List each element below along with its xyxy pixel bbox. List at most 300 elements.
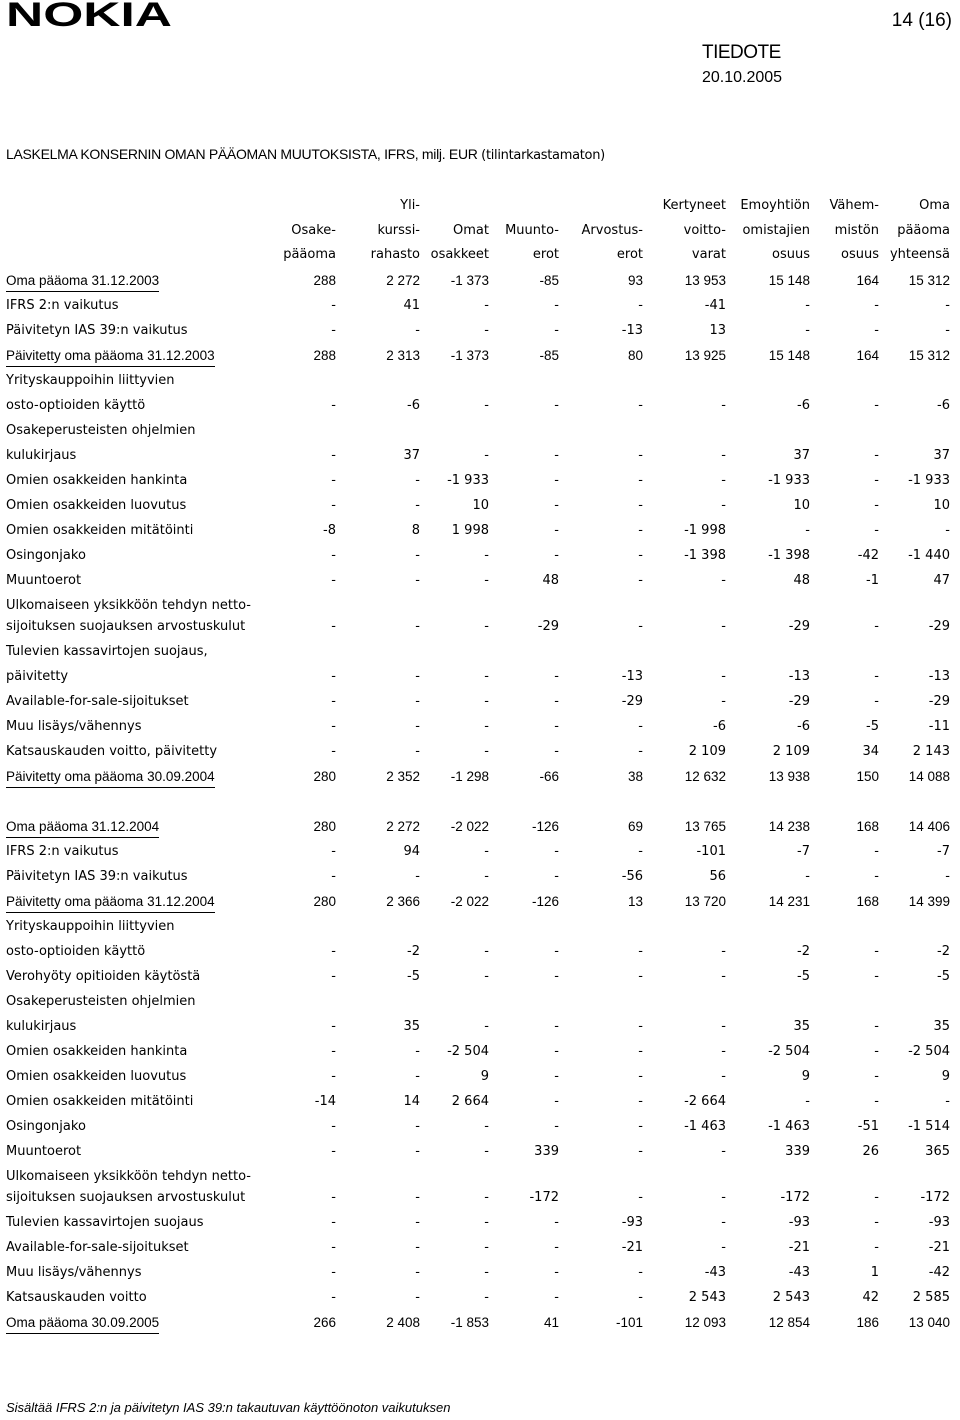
cell-value: 2 109 bbox=[772, 744, 810, 759]
column-header-line: Muunto- bbox=[505, 222, 559, 238]
table-row bbox=[6, 1235, 950, 1260]
row-label: Muuntoerot bbox=[6, 1144, 82, 1159]
row-label: Omien osakkeiden hankinta bbox=[6, 473, 188, 488]
cell-value: - bbox=[484, 1290, 489, 1305]
cell-value: -13 bbox=[928, 669, 950, 684]
title-main: LASKELMA KONSERNIN OMAN PÄÄOMAN MUUTOKSISTA, IFRS, milj. EUR bbox=[6, 146, 478, 162]
cell-value: - bbox=[638, 1290, 643, 1305]
cell-value: 14 bbox=[403, 1094, 420, 1109]
cell-value: 1 998 bbox=[451, 523, 489, 538]
cell-value: - bbox=[484, 1240, 489, 1255]
column-header-line: Arvostus- bbox=[581, 222, 643, 238]
table-row bbox=[6, 989, 950, 1014]
cell-value: 56 bbox=[709, 869, 726, 884]
cell-value: -13 bbox=[621, 323, 643, 338]
cell-value: - bbox=[874, 1215, 879, 1230]
cell-value: - bbox=[331, 1044, 336, 1059]
cell-value: - bbox=[638, 573, 643, 588]
cell-value: - bbox=[415, 1119, 420, 1134]
table-row bbox=[6, 1039, 950, 1064]
cell-value: - bbox=[554, 298, 559, 313]
cell-value: -2 022 bbox=[450, 894, 489, 909]
cell-value: 15 148 bbox=[768, 348, 810, 363]
cell-value: -1 514 bbox=[908, 1119, 950, 1134]
table-row bbox=[6, 939, 950, 964]
cell-value: - bbox=[945, 523, 950, 538]
column-header-line: voitto- bbox=[683, 222, 726, 238]
cell-value: - bbox=[331, 1019, 336, 1034]
row-label: Omien osakkeiden luovutus bbox=[6, 1069, 187, 1084]
cell-value: -2 bbox=[937, 944, 950, 959]
cell-value: - bbox=[874, 944, 879, 959]
cell-value: -1 398 bbox=[768, 548, 810, 563]
cell-value: - bbox=[721, 1144, 726, 1159]
cell-value: - bbox=[721, 573, 726, 588]
row-label: Päivitetty oma pääoma 31.12.2004 bbox=[6, 892, 215, 913]
cell-value: 164 bbox=[856, 348, 879, 363]
cell-value: -5 bbox=[797, 969, 810, 984]
cell-value: - bbox=[945, 323, 950, 338]
cell-value: - bbox=[331, 719, 336, 734]
cell-value: -1 bbox=[866, 573, 879, 588]
row-label: Verohyöty opitioiden käytöstä bbox=[6, 969, 201, 984]
nokia-logo-text: NOKIA bbox=[6, 0, 172, 30]
table-row-total bbox=[6, 1310, 950, 1335]
cell-value: - bbox=[484, 1190, 489, 1205]
cell-value: -43 bbox=[704, 1265, 726, 1280]
cell-value: - bbox=[415, 869, 420, 884]
cell-value: 80 bbox=[627, 348, 643, 363]
cell-value: -6 bbox=[797, 398, 810, 413]
cell-value: - bbox=[484, 1144, 489, 1159]
cell-value: 10 bbox=[472, 498, 489, 513]
table-row bbox=[6, 1089, 950, 1114]
section-gap bbox=[6, 789, 950, 814]
cell-value: -1 298 bbox=[450, 769, 489, 784]
row-label: Available-for-sale-sijoitukset bbox=[6, 694, 189, 709]
cell-value: - bbox=[554, 844, 559, 859]
cell-value: 15 312 bbox=[908, 348, 950, 363]
table-row bbox=[6, 468, 950, 493]
cell-value: -93 bbox=[621, 1215, 643, 1230]
cell-value: 280 bbox=[313, 894, 336, 909]
cell-value: - bbox=[874, 498, 879, 513]
cell-value: 15 312 bbox=[908, 273, 950, 288]
cell-value: 38 bbox=[627, 769, 643, 784]
cell-value: - bbox=[554, 969, 559, 984]
row-label: Katsauskauden voitto, päivitetty bbox=[6, 744, 218, 759]
cell-value: - bbox=[554, 1215, 559, 1230]
cell-value: - bbox=[484, 944, 489, 959]
column-header-line: osuus bbox=[772, 247, 810, 262]
column-header-line: Vähem- bbox=[829, 198, 879, 213]
cell-value: - bbox=[484, 448, 489, 463]
cell-value: -14 bbox=[314, 1094, 336, 1109]
table-row bbox=[6, 1114, 950, 1139]
row-label: IFRS 2:n vaikutus bbox=[6, 298, 119, 313]
cell-value: 2 352 bbox=[386, 769, 420, 784]
cell-value: - bbox=[638, 969, 643, 984]
cell-value: - bbox=[874, 844, 879, 859]
cell-value: - bbox=[331, 1190, 336, 1205]
footnote: Sisältää IFRS 2:n ja päivitetyn IAS 39:n takautuvan käyttöönoton vaikutuksen bbox=[6, 1400, 451, 1415]
cell-value: - bbox=[331, 669, 336, 684]
cell-value: - bbox=[805, 1094, 810, 1109]
cell-value: - bbox=[874, 1094, 879, 1109]
cell-value: - bbox=[721, 1069, 726, 1084]
cell-value: - bbox=[874, 1069, 879, 1084]
cell-value: - bbox=[554, 548, 559, 563]
cell-value: 35 bbox=[403, 1019, 420, 1034]
cell-value: - bbox=[721, 619, 726, 634]
cell-value: - bbox=[484, 619, 489, 634]
cell-value: 13 040 bbox=[908, 1315, 950, 1330]
cell-value: - bbox=[331, 744, 336, 759]
cell-value: -5 bbox=[866, 719, 879, 734]
table-row bbox=[6, 914, 950, 939]
cell-value: -5 bbox=[407, 969, 420, 984]
cell-value: -6 bbox=[407, 398, 420, 413]
cell-value: - bbox=[638, 398, 643, 413]
row-label: Omien osakkeiden luovutus bbox=[6, 498, 187, 513]
cell-value: - bbox=[638, 1190, 643, 1205]
column-header bbox=[866, 194, 950, 268]
cell-value: 2 313 bbox=[386, 348, 420, 363]
cell-value: 2 543 bbox=[688, 1290, 726, 1305]
cell-value: 13 953 bbox=[684, 273, 726, 288]
cell-value: - bbox=[874, 1190, 879, 1205]
column-header-line: yhteensä bbox=[889, 247, 950, 262]
cell-value: 48 bbox=[542, 573, 559, 588]
cell-value: -126 bbox=[531, 894, 559, 909]
cell-value: 9 bbox=[480, 1069, 489, 1084]
cell-value: - bbox=[554, 719, 559, 734]
cell-value: - bbox=[484, 573, 489, 588]
cell-value: - bbox=[874, 619, 879, 634]
cell-value: - bbox=[415, 1044, 420, 1059]
cell-value: -126 bbox=[531, 819, 559, 834]
table-row bbox=[6, 593, 950, 639]
cell-value: - bbox=[805, 869, 810, 884]
cell-value: - bbox=[554, 1019, 559, 1034]
cell-value: 35 bbox=[933, 1019, 950, 1034]
cell-value: 47 bbox=[933, 573, 950, 588]
table-row bbox=[6, 714, 950, 739]
row-label: Tulevien kassavirtojen suojaus bbox=[6, 1215, 204, 1230]
column-header-line: osuus bbox=[841, 247, 879, 262]
cell-value: - bbox=[554, 498, 559, 513]
table-row bbox=[6, 393, 950, 418]
table-row bbox=[6, 493, 950, 518]
cell-value: - bbox=[721, 669, 726, 684]
cell-value: - bbox=[484, 1265, 489, 1280]
cell-value: - bbox=[331, 944, 336, 959]
table-row bbox=[6, 1210, 950, 1235]
table-row bbox=[6, 1164, 950, 1210]
row-label: Omien osakkeiden mitätöinti bbox=[6, 523, 194, 538]
cell-value: 2 408 bbox=[386, 1315, 420, 1330]
cell-value: -7 bbox=[937, 844, 950, 859]
cell-value: -172 bbox=[529, 1190, 559, 1205]
cell-value: - bbox=[331, 298, 336, 313]
cell-value: - bbox=[331, 844, 336, 859]
row-label: Omien osakkeiden mitätöinti bbox=[6, 1094, 194, 1109]
cell-value: - bbox=[331, 1290, 336, 1305]
cell-value: -93 bbox=[928, 1215, 950, 1230]
cell-value: - bbox=[874, 1044, 879, 1059]
document-type: TIEDOTE bbox=[702, 42, 781, 63]
cell-value: - bbox=[638, 1094, 643, 1109]
cell-value: - bbox=[874, 969, 879, 984]
cell-value: 69 bbox=[627, 819, 643, 834]
cell-value: - bbox=[554, 944, 559, 959]
column-header-line: Emoyhtiön bbox=[740, 198, 810, 213]
cell-value: - bbox=[554, 869, 559, 884]
cell-value: 13 938 bbox=[768, 769, 810, 784]
cell-value: 186 bbox=[856, 1315, 879, 1330]
cell-value: - bbox=[415, 1144, 420, 1159]
cell-value: -29 bbox=[928, 619, 950, 634]
table-row bbox=[6, 839, 950, 864]
cell-value: 164 bbox=[856, 273, 879, 288]
cell-value: 2 109 bbox=[688, 744, 726, 759]
column-header bbox=[559, 194, 643, 268]
column-header-line bbox=[475, 194, 559, 219]
cell-value: -172 bbox=[920, 1190, 950, 1205]
cell-value: - bbox=[554, 1044, 559, 1059]
cell-value: -85 bbox=[539, 348, 559, 363]
cell-value: - bbox=[638, 548, 643, 563]
cell-value: - bbox=[638, 744, 643, 759]
column-header-line: Kertyneet bbox=[662, 198, 726, 213]
cell-value: -1 933 bbox=[447, 473, 489, 488]
cell-value: - bbox=[415, 1215, 420, 1230]
cell-value: - bbox=[945, 869, 950, 884]
cell-value: - bbox=[415, 719, 420, 734]
cell-value: - bbox=[554, 473, 559, 488]
table-row bbox=[6, 293, 950, 318]
cell-value: - bbox=[415, 1069, 420, 1084]
column-header-line: Yli- bbox=[400, 198, 420, 213]
cell-value: - bbox=[331, 398, 336, 413]
cell-value: -1 398 bbox=[684, 548, 726, 563]
cell-value: 9 bbox=[801, 1069, 810, 1084]
table-row-total bbox=[6, 814, 950, 839]
cell-value: 12 854 bbox=[768, 1315, 810, 1330]
cell-value: - bbox=[331, 694, 336, 709]
column-header-line: mistön bbox=[834, 222, 879, 238]
cell-value: 34 bbox=[862, 744, 879, 759]
title-sub: (tilintarkastamaton) bbox=[481, 148, 605, 163]
cell-value: - bbox=[874, 523, 879, 538]
cell-value: -1 373 bbox=[450, 273, 489, 288]
cell-value: -6 bbox=[797, 719, 810, 734]
cell-value: -2 bbox=[407, 944, 420, 959]
cell-value: -101 bbox=[615, 1315, 643, 1330]
cell-value: 13 765 bbox=[684, 819, 726, 834]
cell-value: 288 bbox=[313, 348, 336, 363]
cell-value: - bbox=[554, 744, 559, 759]
table-row bbox=[6, 1064, 950, 1089]
cell-value: - bbox=[484, 969, 489, 984]
cell-value: -101 bbox=[696, 844, 726, 859]
cell-value: - bbox=[484, 1119, 489, 1134]
cell-value: 280 bbox=[313, 769, 336, 784]
cell-value: 14 238 bbox=[768, 819, 810, 834]
cell-value: -6 bbox=[713, 719, 726, 734]
cell-value: -7 bbox=[797, 844, 810, 859]
cell-value: - bbox=[554, 523, 559, 538]
cell-value: - bbox=[415, 619, 420, 634]
cell-value: - bbox=[721, 473, 726, 488]
cell-value: - bbox=[638, 498, 643, 513]
cell-value: - bbox=[415, 473, 420, 488]
cell-value: - bbox=[415, 573, 420, 588]
cell-value: - bbox=[331, 1069, 336, 1084]
cell-value: 14 088 bbox=[908, 769, 950, 784]
column-header-line: pääoma bbox=[897, 222, 950, 238]
table-row bbox=[6, 689, 950, 714]
cell-value: 15 148 bbox=[768, 273, 810, 288]
cell-value: -6 bbox=[937, 398, 950, 413]
cell-value: - bbox=[945, 298, 950, 313]
cell-value: 41 bbox=[403, 298, 420, 313]
cell-value: 12 632 bbox=[684, 769, 726, 784]
cell-value: - bbox=[874, 298, 879, 313]
row-label: Osakeperusteisten ohjelmien bbox=[6, 423, 196, 438]
cell-value: - bbox=[721, 1215, 726, 1230]
cell-value: - bbox=[638, 844, 643, 859]
table-row bbox=[6, 1014, 950, 1039]
cell-value: - bbox=[638, 448, 643, 463]
cell-value: - bbox=[484, 719, 489, 734]
table-header bbox=[6, 194, 950, 268]
cell-value: - bbox=[415, 1240, 420, 1255]
cell-value: - bbox=[721, 1240, 726, 1255]
table-row bbox=[6, 1260, 950, 1285]
row-label: Ulkomaiseen yksikköön tehdyn netto- sijoituksen suojauksen arvostuskulut bbox=[6, 598, 251, 634]
cell-value: -29 bbox=[537, 619, 559, 634]
cell-value: - bbox=[874, 473, 879, 488]
cell-value: -1 463 bbox=[684, 1119, 726, 1134]
cell-value: - bbox=[721, 969, 726, 984]
cell-value: -42 bbox=[857, 548, 879, 563]
cell-value: - bbox=[638, 1019, 643, 1034]
cell-value: -2 504 bbox=[908, 1044, 950, 1059]
cell-value: 2 543 bbox=[772, 1290, 810, 1305]
cell-value: - bbox=[721, 944, 726, 959]
cell-value: -66 bbox=[539, 769, 559, 784]
cell-value: - bbox=[484, 869, 489, 884]
row-label: Yrityskauppoihin liittyvien bbox=[6, 373, 175, 388]
cell-value: - bbox=[945, 1094, 950, 1109]
row-label: Omien osakkeiden hankinta bbox=[6, 1044, 188, 1059]
cell-value: 9 bbox=[941, 1069, 950, 1084]
cell-value: - bbox=[331, 1215, 336, 1230]
cell-value: - bbox=[484, 398, 489, 413]
table-row-total bbox=[6, 764, 950, 789]
row-label: Muuntoerot bbox=[6, 573, 82, 588]
row-label: IFRS 2:n vaikutus bbox=[6, 844, 119, 859]
cell-value: - bbox=[638, 1119, 643, 1134]
cell-value: -172 bbox=[780, 1190, 810, 1205]
table-row bbox=[6, 739, 950, 764]
row-label: Päivitetyn IAS 39:n vaikutus bbox=[6, 323, 188, 338]
cell-value: -29 bbox=[788, 694, 810, 709]
table-row bbox=[6, 639, 950, 664]
cell-value: -13 bbox=[621, 669, 643, 684]
row-label: Ulkomaiseen yksikköön tehdyn netto- sijoituksen suojauksen arvostuskulut bbox=[6, 1169, 251, 1205]
column-header bbox=[252, 194, 336, 268]
table-row bbox=[6, 1139, 950, 1164]
cell-value: - bbox=[721, 398, 726, 413]
cell-value: - bbox=[554, 669, 559, 684]
row-label: Available-for-sale-sijoitukset bbox=[6, 1240, 189, 1255]
cell-value: -2 504 bbox=[447, 1044, 489, 1059]
table-row bbox=[6, 318, 950, 343]
cell-value: - bbox=[874, 448, 879, 463]
cell-value: 10 bbox=[933, 498, 950, 513]
cell-value: - bbox=[415, 669, 420, 684]
row-label: Oma pääoma 31.12.2003 bbox=[6, 271, 159, 292]
table-row bbox=[6, 443, 950, 468]
cell-value: - bbox=[638, 298, 643, 313]
cell-value: 48 bbox=[793, 573, 810, 588]
row-label: Osingonjako bbox=[6, 1119, 86, 1134]
cell-value: - bbox=[874, 323, 879, 338]
table-row bbox=[6, 518, 950, 543]
cell-value: -56 bbox=[621, 869, 643, 884]
cell-value: - bbox=[554, 1069, 559, 1084]
cell-value: 339 bbox=[785, 1144, 810, 1159]
cell-value: -11 bbox=[928, 719, 950, 734]
cell-value: - bbox=[638, 719, 643, 734]
cell-value: 365 bbox=[925, 1144, 950, 1159]
cell-value: -21 bbox=[621, 1240, 643, 1255]
table-row bbox=[6, 543, 950, 568]
cell-value: 12 093 bbox=[684, 1315, 726, 1330]
cell-value: - bbox=[484, 844, 489, 859]
cell-value: - bbox=[554, 694, 559, 709]
cell-value: - bbox=[805, 298, 810, 313]
column-header-line: osakkeet bbox=[430, 247, 489, 262]
cell-value: - bbox=[331, 498, 336, 513]
table-row bbox=[6, 568, 950, 593]
column-header-line: erot bbox=[532, 247, 559, 262]
cell-value: -29 bbox=[621, 694, 643, 709]
cell-value: -2 664 bbox=[684, 1094, 726, 1109]
cell-value: - bbox=[484, 548, 489, 563]
cell-value: -2 bbox=[797, 944, 810, 959]
cell-value: 10 bbox=[793, 498, 810, 513]
cell-value: -1 853 bbox=[450, 1315, 489, 1330]
cell-value: 37 bbox=[793, 448, 810, 463]
cell-value: - bbox=[721, 694, 726, 709]
cell-value: -85 bbox=[539, 273, 559, 288]
cell-value: - bbox=[554, 1290, 559, 1305]
cell-value: - bbox=[331, 473, 336, 488]
cell-value: - bbox=[638, 1069, 643, 1084]
cell-value: - bbox=[331, 1265, 336, 1280]
row-label: Osingonjako bbox=[6, 548, 86, 563]
cell-value: - bbox=[484, 694, 489, 709]
cell-value: -1 463 bbox=[768, 1119, 810, 1134]
cell-value: - bbox=[554, 1265, 559, 1280]
table-body bbox=[6, 268, 950, 1335]
cell-value: 2 272 bbox=[386, 819, 420, 834]
cell-value: - bbox=[805, 323, 810, 338]
row-label: päivitetty bbox=[6, 669, 69, 684]
